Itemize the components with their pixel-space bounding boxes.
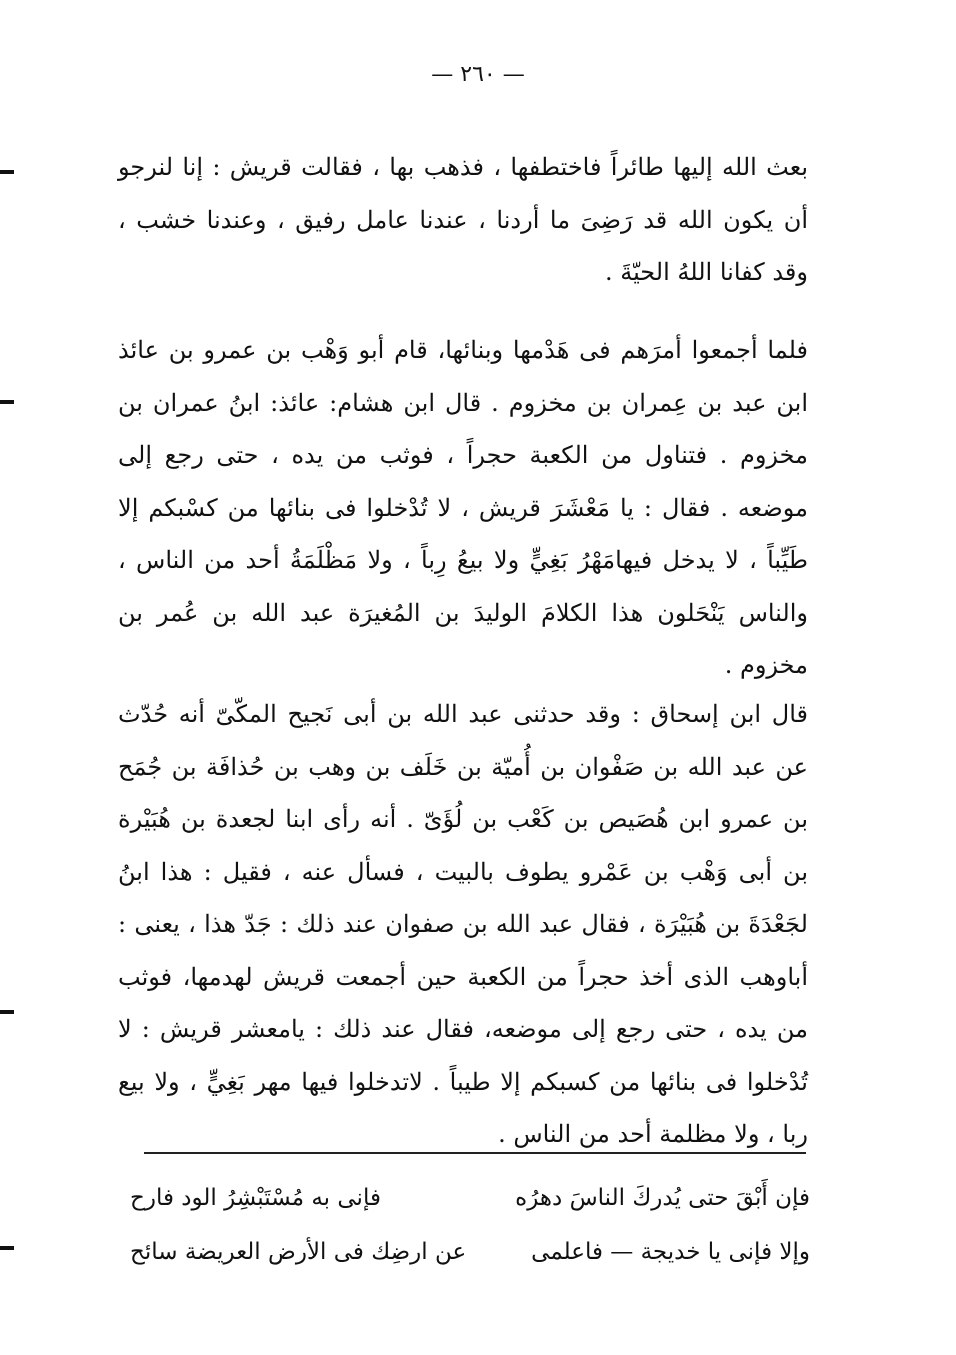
margin-mark <box>0 400 14 404</box>
paragraph-2: فلما أجمعوا أمرَهم فى هَدْمها وبنائها، قام أبو وَهْب بن عمرو بن عائذ ابن عبد بن عِمران بن مخزوم . قال ابن هشام: عائذ: ابنُ عمران بن مخزوم . فتناول من الكعبة حجراً ، فوثب من يده ، حتى رجع إلى موضعه . فقال : يا مَعْشَرَ قريش ، لا تُدْخلوا فى بنائها من كسْبكم إلا طَيِّباً ، لا يدخل فيهامَهْرُ بَغِيٍّ ولا بيعُ رِباً ، ولا مَظْلَمَةُ أحد من الناس ، والناس يَنْحَلون هذا الكلامَ الوليدَ بن المُغيرَة عبد الله بن عُمر بن مخزوم . <box>118 336 809 679</box>
footnote-separator <box>144 1152 806 1154</box>
verse-2-first-hemistich: وإلا فإنى يا خديجة — فاعلمى <box>531 1239 810 1265</box>
verse-2-second-hemistich: عن ارضِك فى الأرض العريضة سائح <box>130 1239 467 1265</box>
margin-mark <box>0 170 14 174</box>
margin-mark <box>0 1246 14 1250</box>
verse-1-second-hemistich: فإنى به مُسْتَبْشِرُ الود فارح <box>130 1185 381 1211</box>
verse-1-first-hemistich: فإن أَبْقَ حتى يُدركَ الناسَ دهرُه <box>515 1185 810 1211</box>
footnote-verse-2 <box>130 1232 810 1272</box>
footnote-verse-1 <box>130 1178 810 1218</box>
page-number: — ٢٦٠ — <box>431 62 525 87</box>
margin-mark <box>0 1010 14 1014</box>
paragraph-1: بعث الله إليها طائراً فاختطفها ، فذهب بها ، فقالت قريش : إنا لنرجو أن يكون الله قد رَضِىَ ما أردنا ، عندنا عامل رفيق ، وعندنا خشب ، وقد كفانا اللهُ الحيّةَ . <box>118 153 808 286</box>
paragraph-3: قال ابن إسحاق : وقد حدثنى عبد الله بن أبى نَجيح المكّىّ أنه حُدّث عن عبد الله بن صَفْوان بن أُميّة بن خَلَف بن وهب بن حُذافَة بن جُمَح بن عمرو ابن هُصَيص بن كَعْب بن لُؤَىّ . أنه رأى ابنا لجعدة بن هُبَيْرة بن أبى وَهْب بن عَمْرو يطوف بالبيت ، فسأل عنه ، فقيل : هذا ابنُ لجَعْدَةَ بن هُبَيْرَة ، فقال عبد الله بن صفوان عند ذلك : جَدّ هذا ، يعنى : أباوهب الذى أخذ حجراً من الكعبة حين أجمعت قريش لهدمها، فوثب من يده ، حتى رجع إلى موضعه، فقال عند ذلك : يامعشر قريش : لا تُدْخلوا فى بنائها من كسبكم إلا طيباً . لاتدخلوا فيها مهر بَغِيٍّ ، ولا بيع ربا ، ولا مظلمة أحد من الناس . <box>118 700 808 1148</box>
